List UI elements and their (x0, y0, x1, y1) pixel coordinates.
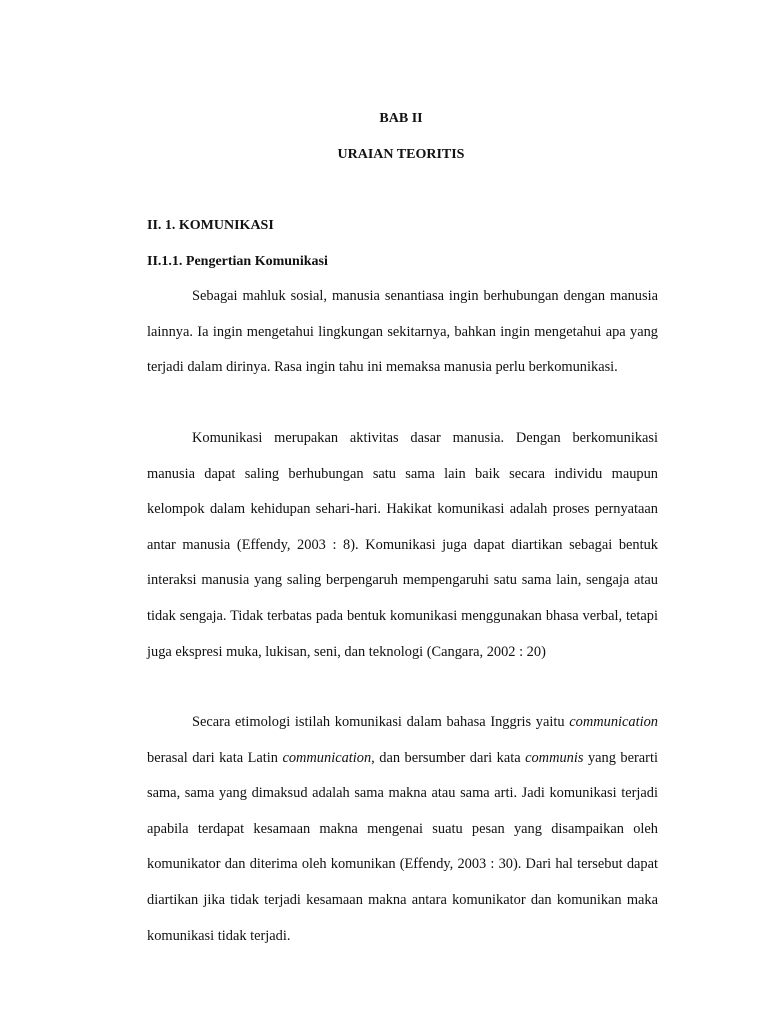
paragraph-3-text-1: Secara etimologi istilah komunikasi dalam bahasa Inggris yaitu (192, 714, 570, 730)
paragraph-3-term-communis: communis (525, 749, 584, 766)
paragraph-3 (147, 705, 658, 954)
subsection-title: II.1.1. Pengertian Komunikasi (147, 254, 328, 269)
paragraph-3-text-3: dan bersumber dari kata (374, 749, 526, 766)
paragraph-3-text-2: berasal dari kata Latin (147, 749, 283, 766)
chapter-number: BAB II (379, 111, 423, 126)
paragraph-2: Komunikasi merupakan aktivitas dasar manusia. Dengan berkomunikasi manusia dapat saling berhubungan satu sama lain baik secara individu maupun kelompok dalam kehidupan sehari-hari. Hakikat komunikasi adalah proses pernyataan antar manusia (Effendy, 2003 : 8). Komunikasi juga dapat diartikan sebagai bentuk interaksi manusia yang saling berpengaruh mempengaruhi satu sama lain, sengaja atau tidak sengaja. Tidak terbatas pada bentuk komunikasi menggunakan bhasa verbal, tetapi juga ekspresi muka, lukisan, seni, dan teknologi (Cangara, 2002 : 20) (147, 430, 658, 660)
chapter-title: URAIAN TEORITIS (337, 147, 465, 162)
paragraph-3-term-communication: communication (569, 714, 658, 730)
paragraph-1: Sebagai mahluk sosial, manusia senantiasa ingin berhubungan dengan manusia lainnya. Ia ingin mengetahui lingkungan sekitarnya, bahkan ingin mengetahui apa yang terjadi dalam dirinya. Rasa ingin tahu ini memaksa manusia perlu berkomunikasi. (147, 288, 658, 376)
section-title: II. 1. KOMUNIKASI (147, 218, 274, 233)
paragraph-3-term-latin: communication, (282, 749, 375, 766)
paragraph-3-text-4: yang berarti sama, sama yang dimaksud adalah sama makna atau sama arti. Jadi komunikasi terjadi apabila terdapat kesamaan makna mengenai suatu pesan yang disampaikan oleh komunikator dan diterima oleh komunikan (Effendy, 2003 : 30). Dari hal tersebut dapat diartikan jika tidak terjadi kesamaan makna antara komunikator dan komunikan maka komunikasi tidak terjadi. (147, 749, 658, 944)
